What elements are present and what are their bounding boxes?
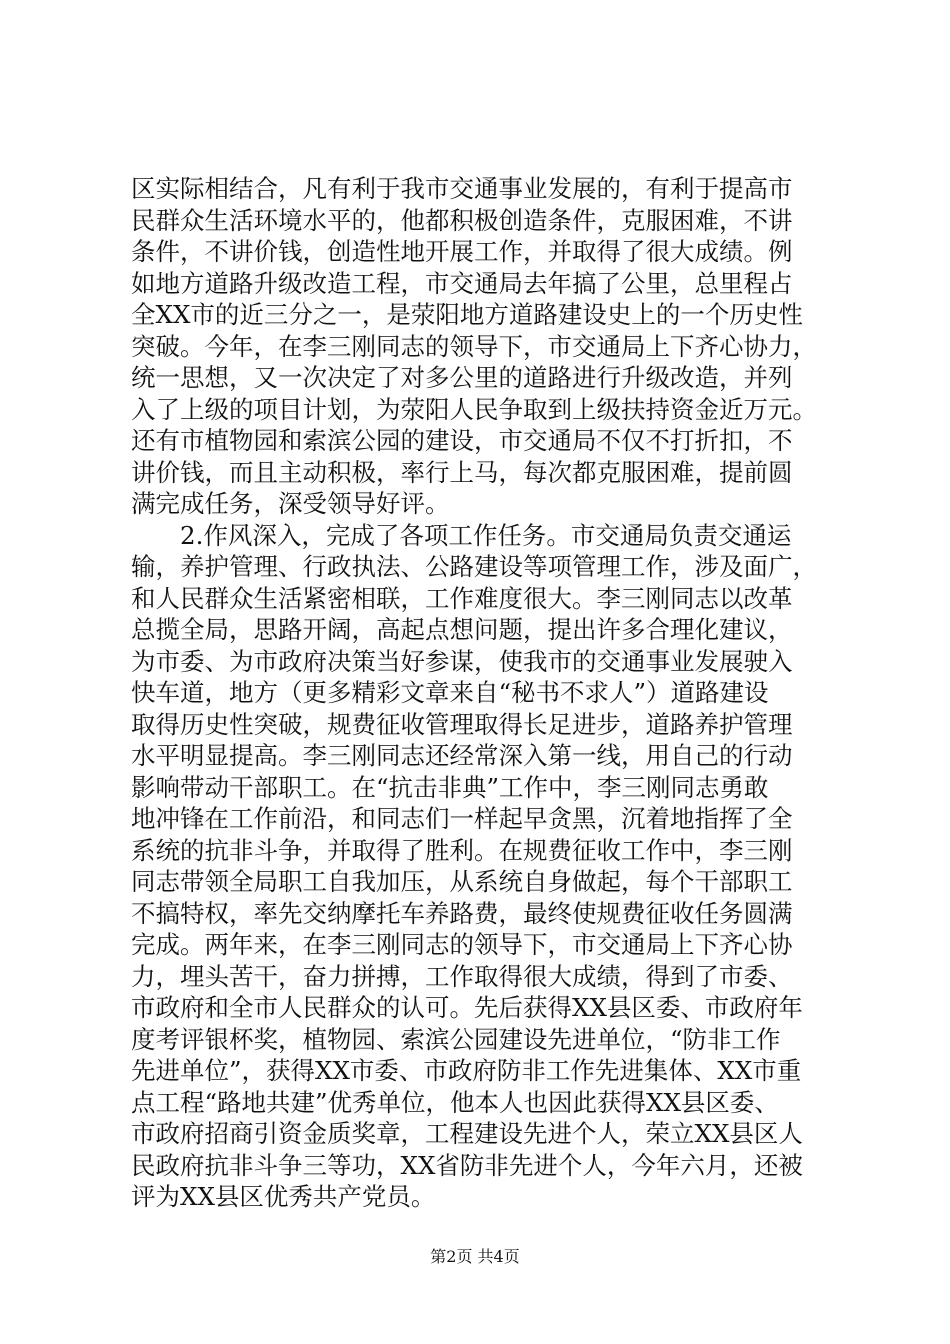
paragraph-start-line: 2.作风深入，完成了各项工作任务。市交通局负责交通运 xyxy=(180,520,792,550)
text-line: 输，养护管理、行政执法、公路建设等项管理工作，涉及面广， xyxy=(131,552,817,581)
text-line: 地冲锋在工作前沿，和同志们一样起早贪黑，沉着地指挥了全 xyxy=(131,804,793,833)
text-line: 总揽全局，思路开阔，高起点想问题，提出许多合理化建议， xyxy=(131,615,793,644)
text-line: 同志带领全局职工自我加压，从系统自身做起，每个干部职工 xyxy=(131,867,793,896)
text-line: 条件，不讲价钱，创造性地开展工作，并取得了很大成绩。例 xyxy=(131,237,793,266)
text-line: 区实际相结合，凡有利于我市交通事业发展的，有利于提高市 xyxy=(131,174,793,203)
text-line: 影响带动干部职工。在“抗击非典”工作中，李三刚同志勇敢 xyxy=(131,772,769,802)
text-line: 力，埋头苦干，奋力拼搏，工作取得很大成绩，得到了市委、 xyxy=(131,961,793,991)
text-line: 统一思想，又一次决定了对多公里的道路进行升级改造，并列 xyxy=(131,363,793,392)
text-line: 全XX市的近三分之一，是荥阳地方道路建设史上的一个历史性 xyxy=(131,300,803,329)
text-line: 评为XX县区优秀共产党员。 xyxy=(131,1182,436,1211)
text-line: 市政府和全市人民群众的认可。先后获得XX县区委、市政府年 xyxy=(131,993,803,1022)
text-line: 不搞特权，率先交纳摩托车养路费，最终使规费征收任务圆满 xyxy=(131,898,793,928)
text-line: 和人民群众生活紧密相联，工作难度很大。李三刚同志以改革 xyxy=(131,583,793,613)
text-line: 入了上级的项目计划，为荥阳人民争取到上级扶持资金近万元。 xyxy=(131,394,817,424)
text-line: 满完成任务，深受领导好评。 xyxy=(131,489,450,518)
text-line: 突破。今年，在李三刚同志的领导下，市交通局上下齐心协力， xyxy=(131,331,817,361)
body-text xyxy=(131,173,831,1213)
text-line: 如地方道路升级改造工程，市交通局去年搞了公里，总里程占 xyxy=(131,268,793,298)
text-line: 水平明显提高。李三刚同志还经常深入第一线，用自己的行动 xyxy=(131,741,793,770)
text-line: 为市委、为市政府决策当好参谋，使我市的交通事业发展驶入 xyxy=(131,646,793,676)
text-line: 度考评银杯奖，植物园、索滨公园建设先进单位，“防非工作 xyxy=(131,1024,781,1054)
text-line: 点工程“路地共建”优秀单位，他本人也因此获得XX县区委、 xyxy=(131,1087,779,1117)
page-footer xyxy=(0,1244,950,1267)
text-line: 完成。两年来，在李三刚同志的领导下，市交通局上下齐心协 xyxy=(131,930,793,959)
text-line: 取得历史性突破，规费征收管理取得长足进步，道路养护管理 xyxy=(131,709,793,739)
text-line: 先进单位”，获得XX市委、市政府防非工作先进集体、XX市重 xyxy=(131,1056,802,1085)
text-line: 快车道，地方（更多精彩文章来自“秘书不求人”）道路建设 xyxy=(131,678,769,707)
text-line: 民政府抗非斗争三等功，XX省防非先进个人，今年六月，还被 xyxy=(131,1150,803,1180)
text-line: 讲价钱，而且主动积极，率行上马，每次都克服困难，提前圆 xyxy=(131,457,793,487)
text-line: 市政府招商引资金质奖章，工程建设先进个人，荣立XX县区人 xyxy=(131,1119,803,1148)
text-line: 还有市植物园和索滨公园的建设，市交通局不仅不打折扣，不 xyxy=(131,426,793,455)
text-line: 民群众生活环境水平的，他都积极创造条件，克服困难，不讲 xyxy=(131,205,793,235)
text-line: 系统的抗非斗争，并取得了胜利。在规费征收工作中，李三刚 xyxy=(131,835,793,865)
page-number-label: 第2页 共4页 xyxy=(430,1247,520,1266)
